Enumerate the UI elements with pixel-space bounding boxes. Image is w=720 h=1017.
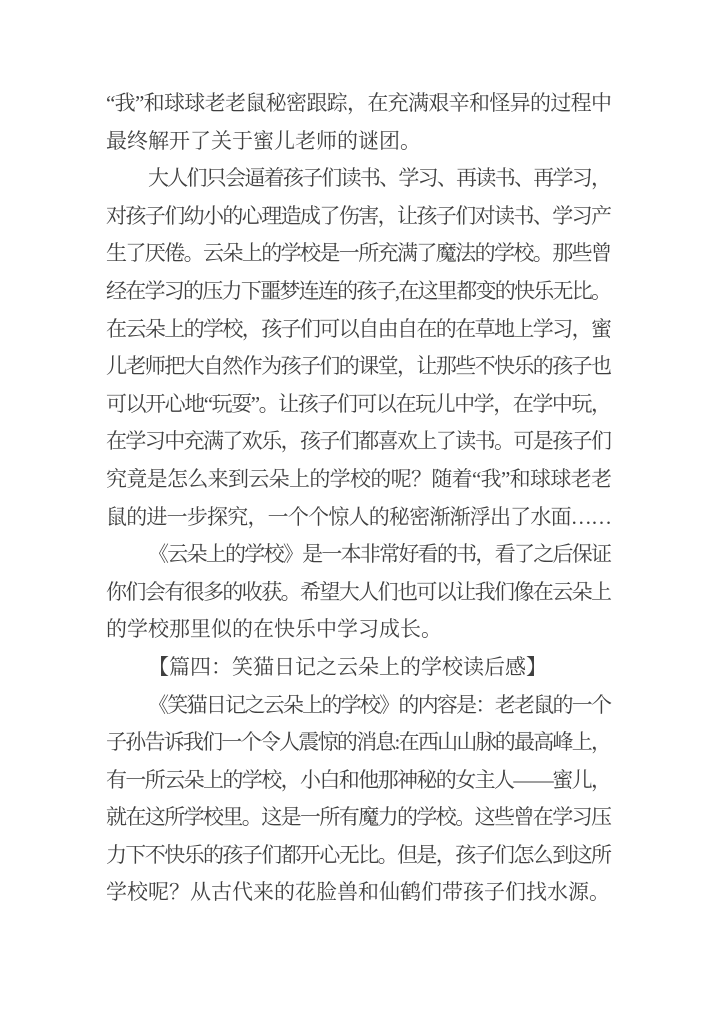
text-line: [106, 799, 612, 837]
text-line: [106, 123, 612, 161]
text-line-content: 对孩子们幼小的心理造成了伤害，让孩子们对读书、学习产: [106, 203, 611, 228]
document-text: [106, 85, 612, 912]
text-line: [106, 874, 612, 912]
text-line-content: 鼠的进一步探究，一个个惊人的秘密渐渐浮出了水面……: [106, 504, 612, 529]
text-line-content: 的学校那里似的在快乐中学习成长。: [106, 617, 442, 642]
text-line-content: 大人们只会逼着孩子们读书、学习、再读书、再学习，: [148, 166, 611, 191]
text-line: [106, 386, 612, 424]
text-line-content: 可以开心地“玩耍”。让孩子们可以在玩儿中学，在学中玩，: [106, 391, 611, 416]
text-line-content: 最终解开了关于蜜儿老师的谜团。: [106, 128, 421, 153]
text-line: [106, 574, 612, 612]
text-line: [106, 423, 612, 461]
text-line-content: 儿老师把大自然作为孩子们的课堂，让那些不快乐的孩子也: [106, 354, 611, 379]
text-line: [106, 536, 612, 574]
text-line-content: 力下不快乐的孩子们都开心无比。但是，孩子们怎么到这所: [106, 842, 611, 867]
text-line: [106, 85, 612, 123]
text-line-content: 在学习中充满了欢乐，孩子们都喜欢上了读书。可是孩子们: [106, 429, 611, 454]
text-line-content: 《云朵上的学校》是一本非常好看的书，看了之后保证: [148, 542, 611, 567]
text-line: [106, 160, 612, 198]
text-line: [106, 649, 612, 687]
text-line-content: 究竟是怎么来到云朵上的学校的呢？随着“我”和球球老老: [106, 466, 612, 491]
text-line: [106, 461, 612, 499]
text-line: [106, 273, 612, 311]
text-line: [106, 611, 612, 649]
text-line: [106, 235, 612, 273]
text-line-content: 经在学习的压力下噩梦连连的孩子,在这里都变的快乐无比。: [106, 278, 611, 303]
text-line: [106, 348, 612, 386]
text-line-content: 你们会有很多的收获。希望大人们也可以让我们像在云朵上: [106, 579, 611, 604]
text-line: [106, 724, 612, 762]
text-line: [106, 499, 612, 537]
text-line-content: 在云朵上的学校，孩子们可以自由自在的在草地上学习，蜜: [106, 316, 611, 341]
text-line-content: “我”和球球老老鼠秘密跟踪，在充满艰辛和怪异的过程中: [106, 91, 612, 115]
text-line-content: 《笑猫日记之云朵上的学校》的内容是：老老鼠的一个: [148, 692, 611, 717]
text-line: [106, 687, 612, 725]
text-line-content: 就在这所学校里。这是一所有魔力的学校。这些曾在学习压: [106, 805, 611, 830]
text-line-content: 有一所云朵上的学校，小白和他那神秘的女主人——蜜儿，: [106, 767, 611, 792]
text-line-content: 【篇四：笑猫日记之云朵上的学校读后感】: [148, 654, 547, 679]
text-line: [106, 198, 612, 236]
text-line: [106, 762, 612, 800]
text-line: [106, 311, 612, 349]
text-line-content: 生了厌倦。云朵上的学校是一所充满了魔法的学校。那些曾: [106, 241, 611, 266]
text-line-content: 学校呢？从古代来的花脸兽和仙鹤们带孩子们找水源。: [106, 880, 610, 905]
text-line: [106, 837, 612, 875]
text-line-content: 子孙告诉我们一个令人震惊的消息:在西山山脉的最高峰上，: [106, 730, 611, 755]
